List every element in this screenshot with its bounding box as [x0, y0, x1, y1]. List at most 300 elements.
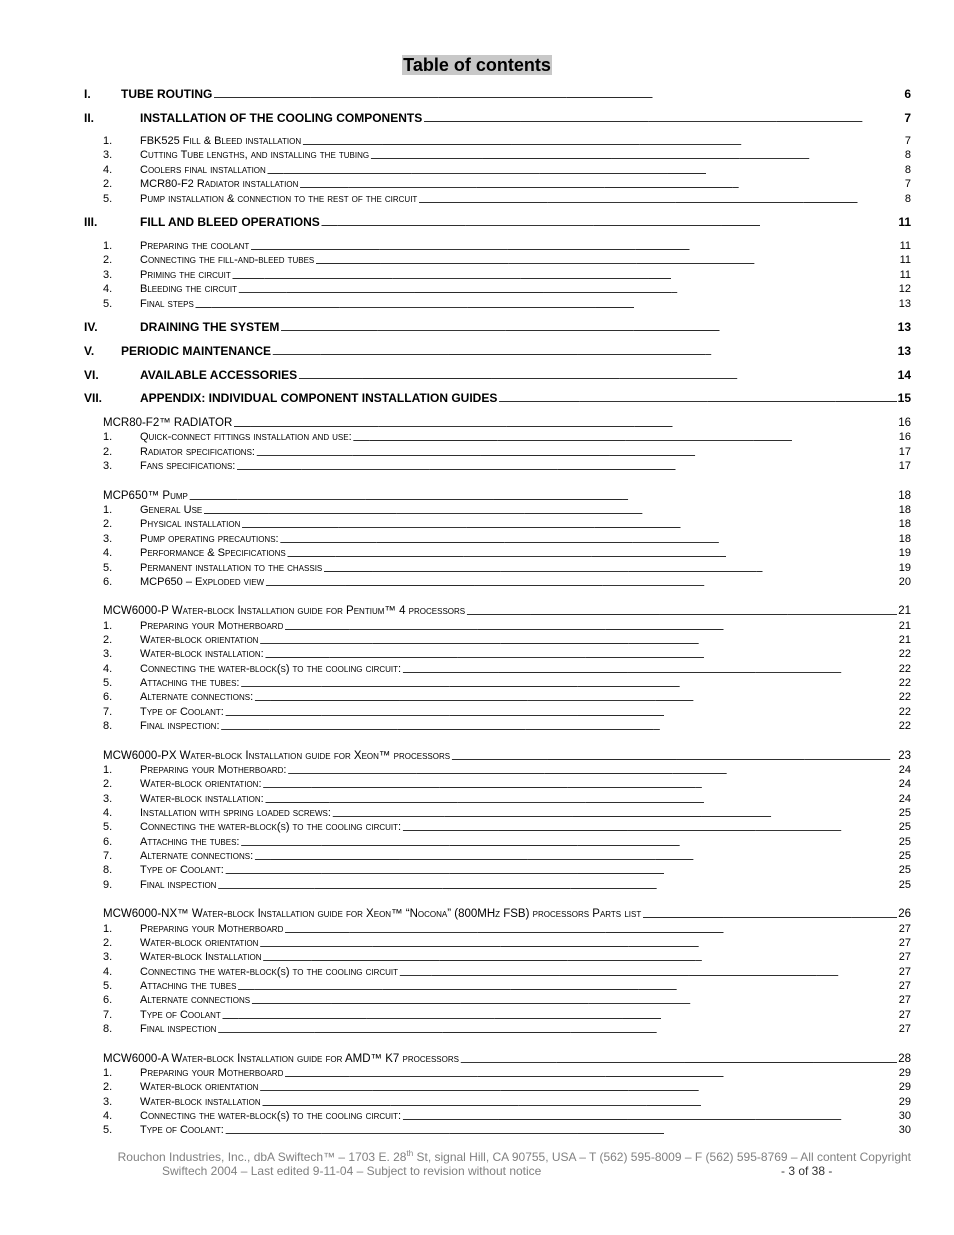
- toc-entry-page: 22: [898, 677, 911, 689]
- toc-entry-number: 6.: [103, 836, 113, 848]
- toc-entry-page: 13: [897, 320, 911, 334]
- dot-leader: [238, 284, 898, 296]
- toc-entry-label: Preparing your Motherboard:: [140, 764, 287, 776]
- toc-entry-label: General Use: [140, 504, 203, 516]
- toc-entry-label: MCP650 – Exploded view: [140, 576, 265, 588]
- toc-entry-label: Type of Coolant:: [140, 1124, 224, 1136]
- toc-entry-label: Attaching the tubes:: [140, 836, 240, 848]
- dot-leader: [498, 393, 896, 405]
- dot-leader: [254, 851, 898, 863]
- dot-leader: [284, 924, 897, 936]
- toc-entry-label: APPENDIX: INDIVIDUAL COMPONENT INSTALLATION GUIDES: [140, 391, 498, 405]
- toc-entry-page: 13: [898, 298, 911, 310]
- toc-entry-page: 8: [904, 193, 911, 205]
- toc-entry-label: Type of Coolant: [140, 1009, 221, 1021]
- toc-entry[interactable]: [84, 575, 911, 589]
- toc-entry-page: 18: [898, 533, 911, 545]
- toc-entry-number: 5.: [103, 298, 113, 310]
- toc-entry-label: Installation with spring loaded screws:: [140, 807, 331, 819]
- toc-entry-page: 20: [898, 576, 911, 588]
- toc-entry-page: 24: [898, 793, 911, 805]
- toc-entry[interactable]: [84, 705, 911, 719]
- toc-entry-page: 21: [898, 620, 911, 632]
- toc-entry-label: Connecting the water-block(s) to the cooling circuit: [140, 966, 399, 978]
- dot-leader: [265, 794, 898, 806]
- toc-entry-number: 2.: [103, 446, 113, 458]
- toc-entry[interactable]: [84, 1109, 911, 1123]
- toc-entry-number: 1.: [103, 240, 113, 252]
- toc-entry-number: VII.: [84, 391, 103, 405]
- toc-entry[interactable]: [84, 445, 911, 459]
- toc-entry[interactable]: [84, 806, 911, 820]
- toc-entry-label: FILL AND BLEED OPERATIONS: [140, 215, 320, 229]
- toc-entry-number: IV.: [84, 320, 98, 334]
- toc-entry-label: Preparing the coolant: [140, 240, 250, 252]
- toc-entry-page: 18: [898, 518, 911, 530]
- toc-entry-number: 1.: [103, 1067, 113, 1079]
- toc-entry-number: 3.: [103, 648, 113, 660]
- toc-entry-page: 17: [898, 446, 911, 458]
- toc-entry[interactable]: [84, 863, 911, 877]
- dot-leader: [195, 299, 898, 311]
- toc-entry-label: Water-block orientation: [140, 1081, 259, 1093]
- toc-entry-number: 4.: [103, 164, 113, 176]
- toc-entry-label: Pump installation & connection to the rest of the circuit: [140, 193, 418, 205]
- toc-entry-label: Pump operating precautions:: [140, 533, 279, 545]
- toc-entry-number: 7.: [103, 1009, 113, 1021]
- dot-leader: [315, 255, 898, 267]
- toc-entry-number: 5.: [103, 193, 113, 205]
- toc-entry[interactable]: [84, 965, 911, 979]
- dot-leader: [213, 89, 903, 101]
- toc-entry[interactable]: [84, 878, 911, 892]
- toc-entry-label: Water-block installation:: [140, 648, 264, 660]
- dot-leader: [299, 179, 903, 191]
- dot-leader: [284, 1068, 897, 1080]
- toc-entry[interactable]: [84, 777, 911, 791]
- dot-leader: [402, 664, 898, 676]
- toc-entry-label: MCP650™ Pump: [103, 490, 188, 502]
- toc-entry-label: PERIODIC MAINTENANCE: [121, 344, 272, 358]
- dot-leader: [251, 995, 898, 1007]
- toc-entry-label: Performance & Specifications: [140, 547, 286, 559]
- footer-line-1: Rouchon Industries, Inc., dbA Swiftech™ – 1703 E. 28th St, signal Hill, CA 90755, USA – T (562) 595-8009 – F (562) 595-8769 – All content Copyright: [117, 1149, 911, 1164]
- toc-entry-number: 2.: [103, 1081, 113, 1093]
- toc-entry-number: 6.: [103, 576, 113, 588]
- toc-entry-page: 27: [898, 966, 911, 978]
- dot-leader: [370, 150, 904, 162]
- toc-entry-number: 9.: [103, 879, 113, 891]
- toc-entry-label: Cutting Tube lengths, and installing the tubing: [140, 149, 370, 161]
- dot-leader: [298, 370, 897, 382]
- toc-entry[interactable]: [84, 907, 911, 921]
- toc-entry-number: 1.: [103, 504, 113, 516]
- toc-entry[interactable]: [84, 1008, 911, 1022]
- toc-entry-page: 19: [898, 547, 911, 559]
- toc-entry-label: Attaching the tubes: [140, 980, 237, 992]
- toc-entry-label: Bleeding the circuit: [140, 283, 238, 295]
- dot-leader: [263, 952, 898, 964]
- toc-entry-page: 27: [898, 1009, 911, 1021]
- toc-entry-page: 27: [898, 923, 911, 935]
- toc-entry[interactable]: [84, 459, 911, 473]
- toc-entry[interactable]: [84, 111, 911, 125]
- dot-leader: [232, 270, 899, 282]
- toc-entry[interactable]: [84, 1095, 911, 1109]
- toc-entry-number: 5.: [103, 562, 113, 574]
- toc-entry[interactable]: [84, 268, 911, 282]
- toc-entry-label: Preparing your Motherboard: [140, 1067, 284, 1079]
- footer-line-2: Swiftech 2004 – Last edited 9-11-04 – Subject to revision without notice - 3 of 38 -: [84, 1164, 911, 1178]
- toc-entry-number: VI.: [84, 368, 99, 382]
- toc-entry-page: 25: [898, 807, 911, 819]
- toc-entry-page: 22: [898, 691, 911, 703]
- dot-leader: [203, 505, 898, 517]
- toc-entry[interactable]: [84, 192, 911, 206]
- dot-leader: [225, 707, 898, 719]
- toc-entry[interactable]: [84, 148, 911, 162]
- toc-entry[interactable]: [84, 676, 911, 690]
- toc-entry[interactable]: [84, 922, 911, 936]
- toc-entry-page: 22: [898, 720, 911, 732]
- toc-entry[interactable]: [84, 993, 911, 1007]
- toc-entry-page: 14: [897, 368, 911, 382]
- toc-entry-page: 7: [904, 111, 911, 125]
- toc-entry-page: 25: [898, 850, 911, 862]
- toc-entry-page: 25: [898, 864, 911, 876]
- toc-entry-label: Final steps: [140, 298, 194, 310]
- toc-entry-number: 1.: [103, 135, 113, 147]
- toc-entry-page: 25: [898, 821, 911, 833]
- toc-entry-label: Preparing your Motherboard: [140, 620, 284, 632]
- toc-entry-page: 29: [898, 1067, 911, 1079]
- toc-entry-number: 3.: [103, 149, 113, 161]
- toc-entry-page: 28: [898, 1053, 911, 1065]
- toc-entry-page: 24: [898, 764, 911, 776]
- toc-entry-page: 11: [899, 240, 911, 252]
- toc-entry-label: Connecting the water-block(s) to the cooling circuit:: [140, 663, 402, 675]
- toc-entry-number: 3.: [103, 951, 113, 963]
- dot-leader: [402, 822, 898, 834]
- toc-entry-page: 27: [898, 994, 911, 1006]
- dot-leader: [256, 447, 898, 459]
- toc-entry-label: Connecting the water-block(s) to the cooling circuit:: [140, 821, 402, 833]
- dot-leader: [259, 1082, 897, 1094]
- toc-entry-page: 21: [898, 634, 911, 646]
- toc-entry-label: Alternate connections:: [140, 691, 254, 703]
- toc-entry-page: 25: [898, 836, 911, 848]
- toc-entry-label: DRAINING THE SYSTEM: [140, 320, 280, 334]
- toc-entry-number: II.: [84, 111, 95, 125]
- toc-entry-label: Alternate connections: [140, 994, 251, 1006]
- toc-entry-page: 27: [898, 1023, 911, 1035]
- dot-leader: [259, 635, 897, 647]
- toc-entry-number: 8.: [103, 1023, 113, 1035]
- toc-entry-number: 3.: [103, 793, 113, 805]
- dot-leader: [241, 519, 897, 531]
- toc-entry-page: 16: [898, 417, 911, 429]
- toc-entry[interactable]: [84, 1066, 911, 1080]
- dot-leader: [265, 649, 898, 661]
- toc-entry[interactable]: [84, 1052, 911, 1066]
- toc-entry[interactable]: [84, 1080, 911, 1094]
- toc-entry-number: 2.: [103, 178, 113, 190]
- toc-entry-number: 3.: [103, 1096, 113, 1108]
- toc-entry[interactable]: [84, 368, 911, 382]
- toc-entry-label: Priming the circuit: [140, 269, 231, 281]
- toc-entry[interactable]: [84, 1022, 911, 1036]
- toc-entry-number: 8.: [103, 864, 113, 876]
- toc-entry[interactable]: [84, 936, 911, 950]
- toc-entry-number: I.: [84, 87, 91, 101]
- toc-entry-number: 8.: [103, 720, 113, 732]
- toc-entry-label: INSTALLATION OF THE COOLING COMPONENTS: [140, 111, 423, 125]
- dot-leader: [642, 909, 897, 921]
- toc-entry-number: 2.: [103, 518, 113, 530]
- dot-leader: [280, 322, 896, 334]
- toc-entry-page: 27: [898, 980, 911, 992]
- toc-entry[interactable]: [84, 134, 911, 148]
- dot-leader: [250, 241, 898, 253]
- toc-entry-number: 7.: [103, 850, 113, 862]
- toc-entry-page: 12: [898, 283, 911, 295]
- toc-entry[interactable]: [84, 297, 911, 311]
- toc-entry-label: MCW6000-A Water-block Installation guide for AMD™ K7 processors: [103, 1053, 459, 1065]
- toc-entry-number: 5.: [103, 821, 113, 833]
- toc-entry-label: Final inspection: [140, 1023, 217, 1035]
- toc-entry[interactable]: [84, 1123, 911, 1137]
- toc-entry[interactable]: [84, 950, 911, 964]
- dot-leader: [217, 880, 897, 892]
- dot-leader: [418, 194, 904, 206]
- dot-leader: [323, 563, 897, 575]
- dot-leader: [217, 1024, 897, 1036]
- toc-entry-number: 2.: [103, 634, 113, 646]
- dot-leader: [402, 1111, 898, 1123]
- dot-leader: [460, 1054, 897, 1066]
- toc-entry-page: 22: [898, 663, 911, 675]
- toc-entry-number: 4.: [103, 966, 113, 978]
- toc-entry[interactable]: [84, 430, 911, 444]
- dot-leader: [225, 1125, 898, 1137]
- toc-entry-page: 29: [898, 1081, 911, 1093]
- toc-entry-page: 23: [898, 750, 911, 762]
- toc-entry[interactable]: [84, 619, 911, 633]
- toc-entry-number: 3.: [103, 533, 113, 545]
- toc-entry[interactable]: [84, 239, 911, 253]
- toc-entry-label: Water-block Installation: [140, 951, 262, 963]
- toc-entry-page: 25: [898, 879, 911, 891]
- toc-entry-page: 11: [899, 254, 911, 266]
- toc-entry[interactable]: [84, 253, 911, 267]
- dot-leader: [284, 621, 897, 633]
- toc-entry-label: TUBE ROUTING: [121, 87, 213, 101]
- toc-entry-number: 4.: [103, 663, 113, 675]
- toc-entry-page: 19: [898, 562, 911, 574]
- toc-entry[interactable]: [84, 820, 911, 834]
- toc-entry-label: AVAILABLE ACCESSORIES: [140, 368, 298, 382]
- toc-entry-label: Water-block installation:: [140, 793, 264, 805]
- toc-entry-label: MCR80-F2™ RADIATOR: [103, 417, 233, 429]
- toc-entry-number: III.: [84, 215, 98, 229]
- toc-entry-page: 29: [898, 1096, 911, 1108]
- toc-entry-label: MCR80-F2 Radiator installation: [140, 178, 299, 190]
- toc-entry-label: Alternate connections:: [140, 850, 254, 862]
- toc-entry-label: MCW6000-P Water-block Installation guide for Pentium™ 4 processors: [103, 605, 466, 617]
- toc-entry-number: 2.: [103, 937, 113, 949]
- toc-entry[interactable]: [84, 719, 911, 733]
- toc-entry[interactable]: [84, 320, 911, 334]
- toc-entry[interactable]: [84, 647, 911, 661]
- toc-entry-page: 15: [897, 391, 911, 405]
- toc-entry[interactable]: [84, 517, 911, 531]
- dot-leader: [221, 721, 898, 733]
- toc-entry-page: 22: [898, 706, 911, 718]
- toc-entry-number: 1.: [103, 764, 113, 776]
- toc-entry-label: FBK525 Fill & Bleed installation: [140, 135, 302, 147]
- toc-entry[interactable]: [84, 849, 911, 863]
- dot-leader: [222, 1010, 898, 1022]
- dot-leader: [280, 534, 898, 546]
- toc-entry-label: Attaching the tubes:: [140, 677, 240, 689]
- toc-entry-page: 7: [904, 135, 911, 147]
- toc-entry-label: MCW6000-PX Water-block Installation guide for Xeon™ processors: [103, 750, 451, 762]
- toc-entry-page: 16: [898, 431, 911, 443]
- toc-entry-label: Water-block orientation: [140, 634, 259, 646]
- toc-entry[interactable]: [84, 503, 911, 517]
- toc-entry-label: Type of Coolant:: [140, 864, 224, 876]
- toc-entry-number: 4.: [103, 1110, 113, 1122]
- toc-entry-number: 4.: [103, 807, 113, 819]
- toc-entry[interactable]: [84, 546, 911, 560]
- dot-leader: [265, 577, 898, 589]
- page-title: Table of contents: [403, 55, 551, 75]
- dot-leader: [240, 837, 897, 849]
- toc-entry-number: 6.: [103, 994, 113, 1006]
- dot-leader: [287, 765, 897, 777]
- toc-entry-label: Final inspection: [140, 879, 217, 891]
- toc-entry[interactable]: [84, 87, 911, 101]
- dot-leader: [451, 751, 897, 763]
- toc-entry[interactable]: [84, 979, 911, 993]
- toc-entry-label: Connecting the water-block(s) to the cooling circuit:: [140, 1110, 402, 1122]
- dot-leader: [240, 678, 897, 690]
- toc-entry-page: 24: [898, 778, 911, 790]
- toc-entry-page: 30: [898, 1110, 911, 1122]
- toc-entry-page: 22: [898, 648, 911, 660]
- toc-entry-label: Preparing your Motherboard: [140, 923, 284, 935]
- toc-entry[interactable]: [84, 604, 911, 618]
- toc-entry-number: 4.: [103, 283, 113, 295]
- toc-entry[interactable]: [84, 749, 911, 763]
- toc-entry[interactable]: [84, 391, 911, 405]
- toc-entry[interactable]: [84, 561, 911, 575]
- toc-entry-label: Type of Coolant:: [140, 706, 224, 718]
- dot-leader: [233, 418, 897, 430]
- toc-entry[interactable]: [84, 163, 911, 177]
- toc-entry[interactable]: [84, 633, 911, 647]
- toc-entry-number: 3.: [103, 460, 113, 472]
- toc-entry[interactable]: [84, 792, 911, 806]
- toc-entry[interactable]: [84, 282, 911, 296]
- toc-entry[interactable]: [84, 662, 911, 676]
- toc-entry-page: 8: [904, 149, 911, 161]
- toc-entry-page: 11: [898, 215, 911, 229]
- dot-leader: [263, 779, 898, 791]
- toc-entry-page: 18: [898, 504, 911, 516]
- toc-entry-label: Final inspection:: [140, 720, 220, 732]
- toc-entry-page: 27: [898, 951, 911, 963]
- toc-entry-number: 6.: [103, 691, 113, 703]
- dot-leader: [236, 461, 897, 473]
- dot-leader: [272, 346, 897, 358]
- dot-leader: [321, 217, 898, 229]
- toc-entry-label: Water-block orientation:: [140, 778, 262, 790]
- toc-entry-label: Physical installation: [140, 518, 241, 530]
- toc-entry-number: 2.: [103, 254, 113, 266]
- toc-entry-number: V.: [84, 344, 95, 358]
- toc-entry[interactable]: [84, 835, 911, 849]
- toc-entry-page: 17: [898, 460, 911, 472]
- dot-leader: [259, 938, 897, 950]
- toc-entry-label: Coolers final installation: [140, 164, 266, 176]
- toc-entry-page: 18: [898, 490, 911, 502]
- toc-entry-number: 5.: [103, 1124, 113, 1136]
- toc-entry-page: 13: [897, 344, 911, 358]
- toc-entry-page: 30: [898, 1124, 911, 1136]
- page-number: - 3 of 38 -: [781, 1164, 833, 1178]
- dot-leader: [262, 1097, 898, 1109]
- dot-leader: [225, 865, 898, 877]
- toc-entry[interactable]: [84, 344, 911, 358]
- toc-entry-label: Fans specifications:: [140, 460, 236, 472]
- toc-entry-page: 8: [904, 164, 911, 176]
- dot-leader: [287, 548, 898, 560]
- toc-entry[interactable]: [84, 215, 911, 229]
- dot-leader: [254, 692, 898, 704]
- toc-entry[interactable]: [84, 763, 911, 777]
- toc-entry-page: 11: [899, 269, 911, 281]
- dot-leader: [353, 432, 898, 444]
- toc-entry-number: 4.: [103, 547, 113, 559]
- toc-entry-number: 1.: [103, 431, 113, 443]
- toc-entry-label: Permanent installation to the chassis: [140, 562, 323, 574]
- toc-entry-number: 2.: [103, 778, 113, 790]
- toc-entry[interactable]: [84, 177, 911, 191]
- toc-entry-page: 21: [898, 605, 911, 617]
- toc-entry-number: 1.: [103, 620, 113, 632]
- toc-entry-number: 1.: [103, 923, 113, 935]
- toc-entry-label: Water-block installation: [140, 1096, 261, 1108]
- toc-entry[interactable]: [84, 416, 911, 430]
- toc-entry-page: 6: [904, 87, 911, 101]
- page-footer: [84, 1150, 911, 1178]
- dot-leader: [302, 136, 904, 148]
- toc-entry-label: Radiator specifications:: [140, 446, 255, 458]
- toc-entry[interactable]: [84, 489, 911, 503]
- toc-entry-page: 26: [898, 908, 911, 920]
- toc-entry[interactable]: [84, 532, 911, 546]
- dot-leader: [267, 165, 904, 177]
- toc-entry-page: 7: [904, 178, 911, 190]
- dot-leader: [423, 113, 903, 125]
- toc-entry-label: MCW6000-NX™ Water-block Installation guide for Xeon™ “Nocona” (800MHz FSB) processors Parts list: [103, 908, 642, 920]
- toc-entry-number: 5.: [103, 677, 113, 689]
- toc-entry-page: 27: [898, 937, 911, 949]
- toc-entry[interactable]: [84, 690, 911, 704]
- dot-leader: [237, 981, 897, 993]
- toc-entry-label: Water-block orientation: [140, 937, 259, 949]
